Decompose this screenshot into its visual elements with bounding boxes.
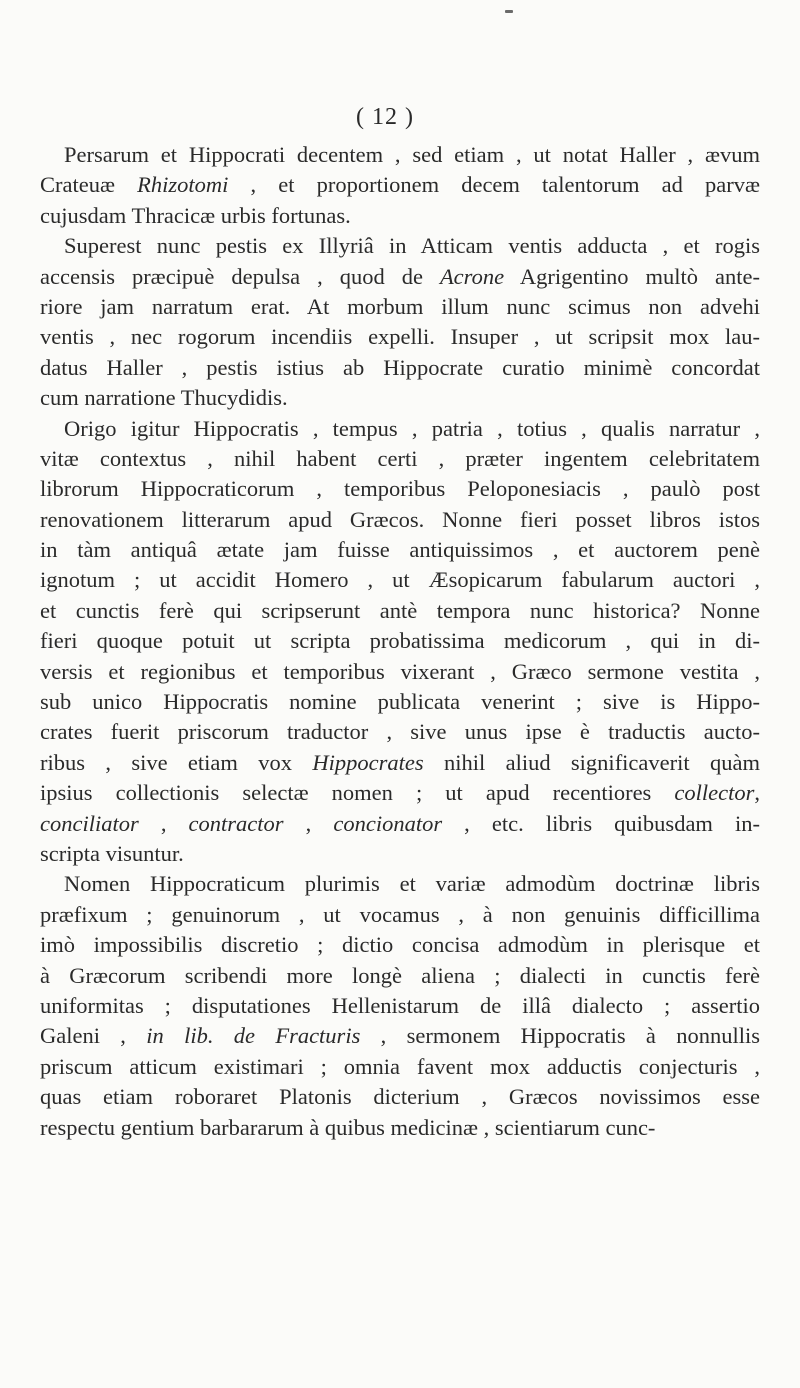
- paragraph: [40, 869, 760, 1143]
- text-line: [40, 657, 760, 687]
- text-line: [40, 170, 760, 200]
- text-segment: versis et regionibus et temporibus vixerant , Græco sermone vestita ,: [40, 658, 760, 684]
- text-segment: Galeni ,: [40, 1023, 147, 1049]
- text-line: [40, 1052, 760, 1082]
- text-segment: librorum Hippocraticorum , temporibus Peloponesiacis , paulò post: [40, 476, 760, 502]
- italic-term: collector: [674, 780, 755, 806]
- text-segment: ipsius collectionis selectæ nomen ; ut apud recentiores: [40, 780, 675, 806]
- text-line: [40, 748, 760, 778]
- text-line: [40, 444, 760, 474]
- text-line: [40, 231, 760, 261]
- text-segment: vitæ contextus , nihil habent certi , præter ingentem celebritatem: [40, 445, 760, 471]
- text-segment: imò impossibilis discretio ; dictio concisa admodùm in plerisque et: [40, 932, 760, 958]
- text-line: [40, 1113, 760, 1143]
- text-segment: ribus , sive etiam vox: [40, 749, 313, 775]
- text-line: [40, 1021, 760, 1051]
- text-segment: ventis , nec rogorum incendiis expelli. Insuper , ut scripsit mox lau-: [40, 324, 760, 350]
- text-line: [40, 900, 760, 930]
- text-segment: Superest nunc pestis ex Illyriâ in Atticam ventis adducta , et rogis: [64, 233, 760, 259]
- text-line: [40, 535, 760, 565]
- text-segment: sub unico Hippocratis nomine publicata venerint ; sive is Hippo-: [40, 689, 760, 715]
- text-segment: cujusdam Thracicæ urbis fortunas.: [40, 202, 351, 228]
- text-line: [40, 262, 760, 292]
- text-segment: Crateuæ: [40, 172, 138, 198]
- text-line: [40, 717, 760, 747]
- text-line: [40, 292, 760, 322]
- body-text: [40, 140, 760, 1143]
- text-segment: scripta visuntur.: [40, 840, 184, 866]
- text-segment: , sermonem Hippocratis à nonnullis: [360, 1023, 760, 1049]
- text-segment: uniformitas ; disputationes Hellenistarum de illâ dialecto ; assertio: [40, 992, 760, 1018]
- italic-term: Rhizotomi: [137, 172, 229, 198]
- paragraph: [40, 231, 760, 413]
- text-line: [40, 839, 760, 869]
- ink-speck: [505, 10, 513, 13]
- text-segment: priscum atticum existimari ; omnia favent mox adductis conjecturis ,: [40, 1053, 760, 1079]
- text-segment: accensis præcipuè depulsa , quod de: [40, 263, 440, 289]
- text-line: [40, 869, 760, 899]
- text-line: [40, 505, 760, 535]
- text-segment: cum narratione Thucydidis.: [40, 385, 288, 411]
- text-segment: nihil aliud significaverit quàm: [423, 749, 760, 775]
- text-segment: crates fuerit priscorum traductor , sive unus ipse è traductis aucto-: [40, 719, 760, 745]
- text-segment: , et proportionem decem talentorum ad parvæ: [228, 172, 760, 198]
- text-line: [40, 322, 760, 352]
- text-segment: respectu gentium barbararum à quibus medicinæ , scientiarum cunc-: [40, 1114, 656, 1140]
- text-segment: Nomen Hippocraticum plurimis et variæ admodùm doctrinæ libris: [64, 871, 760, 897]
- page-number: ( 12 ): [356, 104, 414, 130]
- text-line: [40, 778, 760, 808]
- text-line: [40, 474, 760, 504]
- text-line: [40, 140, 760, 170]
- paragraph: [40, 140, 760, 231]
- text-segment: in tàm antiquâ ætate jam fuisse antiquissimos , et auctorem penè: [40, 537, 760, 563]
- text-line: [40, 414, 760, 444]
- text-line: [40, 991, 760, 1021]
- text-segment: riore jam narratum erat. At morbum illum nunc scimus non advehi: [40, 293, 760, 319]
- text-segment: ,: [754, 780, 760, 806]
- text-segment: , etc. libris quibusdam in-: [442, 810, 760, 836]
- italic-term: conciliator: [40, 810, 139, 836]
- text-line: [40, 596, 760, 626]
- text-segment: renovationem litterarum apud Græcos. Nonne fieri posset libros istos: [40, 506, 760, 532]
- text-line: [40, 1082, 760, 1112]
- text-line: [40, 930, 760, 960]
- italic-term: Acrone: [439, 263, 505, 289]
- text-segment: Origo igitur Hippocratis , tempus , patria , totius , qualis narratur ,: [64, 415, 760, 441]
- text-segment: quas etiam roboraret Platonis dicterium , Græcos novissimos esse: [40, 1084, 760, 1110]
- text-segment: datus Haller , pestis istius ab Hippocrate curatio minimè concordat: [40, 354, 760, 380]
- text-segment: ,: [283, 810, 334, 836]
- text-segment: à Græcorum scribendi more longè aliena ; dialecti in cunctis ferè: [40, 962, 760, 988]
- text-line: [40, 626, 760, 656]
- text-segment: Agrigentino multò ante-: [504, 263, 760, 289]
- text-segment: ignotum ; ut accidit Homero , ut Æsopicarum fabularum auctori ,: [40, 567, 760, 593]
- italic-term: concionator: [333, 810, 443, 836]
- text-line: [40, 809, 760, 839]
- paragraph: [40, 414, 760, 870]
- text-segment: præfixum ; genuinorum , ut vocamus , à non genuinis difficillima: [40, 901, 760, 927]
- text-line: [40, 687, 760, 717]
- text-line: [40, 201, 760, 231]
- text-segment: fieri quoque potuit ut scripta probatissima medicorum , qui in di-: [40, 628, 760, 654]
- italic-term: in lib. de Fracturis: [146, 1023, 361, 1049]
- text-segment: ,: [138, 810, 189, 836]
- italic-term: contractor: [188, 810, 284, 836]
- text-line: [40, 565, 760, 595]
- italic-term: Hippocrates: [312, 749, 424, 775]
- text-line: [40, 353, 760, 383]
- text-segment: Persarum et Hippocrati decentem , sed etiam , ut notat Haller , ævum: [64, 142, 760, 167]
- text-line: [40, 383, 760, 413]
- text-segment: et cunctis ferè qui scripserunt antè tempora nunc historica? Nonne: [40, 597, 760, 623]
- text-line: [40, 961, 760, 991]
